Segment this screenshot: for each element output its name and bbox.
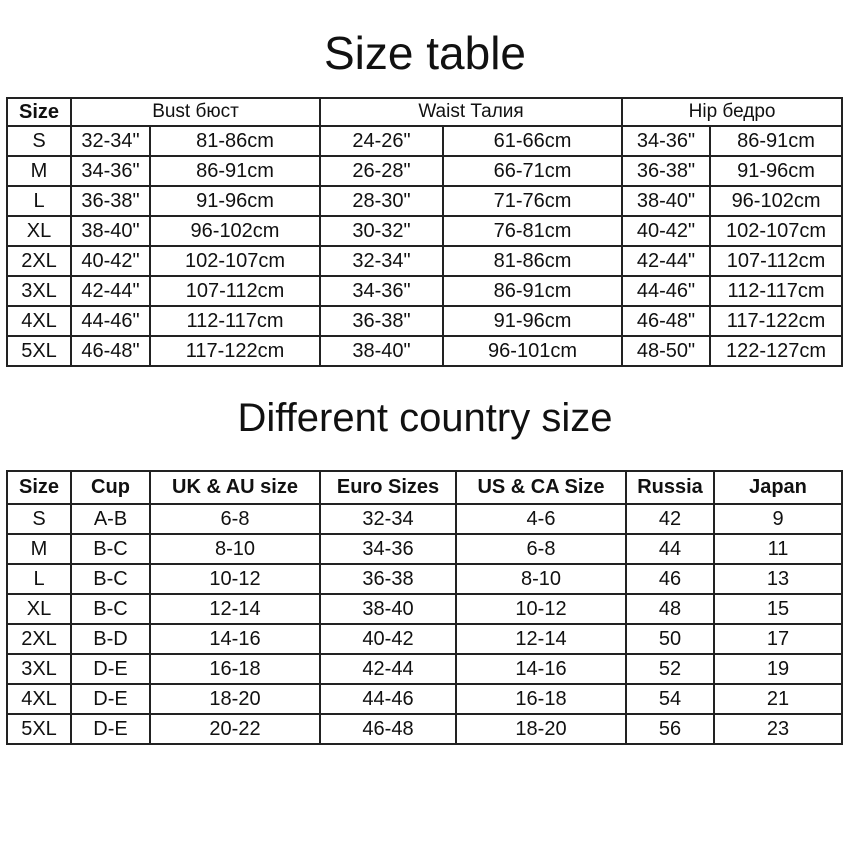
table-cell: B-C bbox=[71, 534, 150, 564]
table-cell: 6-8 bbox=[456, 534, 626, 564]
table-cell: 8-10 bbox=[456, 564, 626, 594]
column-header: Russia bbox=[626, 471, 714, 504]
table-cell: 5XL bbox=[7, 336, 71, 366]
table-cell: 8-10 bbox=[150, 534, 320, 564]
table-cell: 50 bbox=[626, 624, 714, 654]
table-cell: B-C bbox=[71, 594, 150, 624]
table-cell: 81-86cm bbox=[443, 246, 622, 276]
table-cell: 16-18 bbox=[456, 684, 626, 714]
table-cell: 96-102cm bbox=[710, 186, 842, 216]
table-cell: 40-42 bbox=[320, 624, 456, 654]
table-cell: 48 bbox=[626, 594, 714, 624]
table-cell: 34-36" bbox=[622, 126, 710, 156]
table-row bbox=[7, 714, 842, 744]
table-cell: 46-48 bbox=[320, 714, 456, 744]
table-cell: 20-22 bbox=[150, 714, 320, 744]
table-cell: 40-42" bbox=[622, 216, 710, 246]
country-table-header-row bbox=[7, 471, 842, 504]
page-title: Size table bbox=[323, 27, 526, 79]
table-cell: 23 bbox=[714, 714, 842, 744]
table-cell: 54 bbox=[626, 684, 714, 714]
table-cell: 91-96cm bbox=[710, 156, 842, 186]
table-cell: 16-18 bbox=[150, 654, 320, 684]
table-cell: 19 bbox=[714, 654, 842, 684]
hip-header: Hip бедро bbox=[622, 98, 842, 126]
size-table bbox=[6, 97, 843, 367]
table-cell: 34-36" bbox=[71, 156, 150, 186]
waist-header: Waist Талия bbox=[320, 98, 622, 126]
table-cell: 46-48" bbox=[622, 306, 710, 336]
table-row bbox=[7, 684, 842, 714]
table-cell: 3XL bbox=[7, 276, 71, 306]
table-cell: 14-16 bbox=[456, 654, 626, 684]
bust-header: Bust бюст bbox=[71, 98, 320, 126]
table-cell: 4-6 bbox=[456, 504, 626, 534]
table-row bbox=[7, 246, 842, 276]
table-cell: 36-38" bbox=[320, 306, 443, 336]
table-cell: S bbox=[7, 126, 71, 156]
table-cell: 15 bbox=[714, 594, 842, 624]
table-cell: 56 bbox=[626, 714, 714, 744]
table-cell: 86-91cm bbox=[710, 126, 842, 156]
table-row bbox=[7, 216, 842, 246]
table-cell: 40-42" bbox=[71, 246, 150, 276]
table-cell: 38-40" bbox=[320, 336, 443, 366]
country-size-table bbox=[6, 470, 843, 745]
size-header: Size bbox=[7, 98, 71, 126]
table-cell: 4XL bbox=[7, 306, 71, 336]
table-cell: 42-44" bbox=[622, 246, 710, 276]
table-cell: 102-107cm bbox=[710, 216, 842, 246]
table-cell: 11 bbox=[714, 534, 842, 564]
table-cell: 10-12 bbox=[456, 594, 626, 624]
section-title: Different country size bbox=[237, 396, 613, 440]
table-cell: 86-91cm bbox=[150, 156, 320, 186]
table-row bbox=[7, 126, 842, 156]
table-cell: 44-46" bbox=[622, 276, 710, 306]
table-cell: 28-30" bbox=[320, 186, 443, 216]
table-cell: 5XL bbox=[7, 714, 71, 744]
table-cell: 44-46 bbox=[320, 684, 456, 714]
country-table-body bbox=[7, 504, 842, 744]
column-header: Euro Sizes bbox=[320, 471, 456, 504]
table-cell: XL bbox=[7, 594, 71, 624]
table-cell: B-D bbox=[71, 624, 150, 654]
table-cell: 13 bbox=[714, 564, 842, 594]
table-cell: 46-48" bbox=[71, 336, 150, 366]
table-cell: 36-38 bbox=[320, 564, 456, 594]
table-cell: 34-36 bbox=[320, 534, 456, 564]
table-cell: A-B bbox=[71, 504, 150, 534]
table-cell: 122-127cm bbox=[710, 336, 842, 366]
table-cell: 34-36" bbox=[320, 276, 443, 306]
table-cell: 2XL bbox=[7, 624, 71, 654]
table-cell: 38-40 bbox=[320, 594, 456, 624]
table-cell: 102-107cm bbox=[150, 246, 320, 276]
table-cell: 112-117cm bbox=[150, 306, 320, 336]
table-cell: 32-34 bbox=[320, 504, 456, 534]
table-row bbox=[7, 624, 842, 654]
table-cell: 38-40" bbox=[622, 186, 710, 216]
table-cell: D-E bbox=[71, 684, 150, 714]
table-cell: 46 bbox=[626, 564, 714, 594]
table-row bbox=[7, 156, 842, 186]
table-cell: 117-122cm bbox=[710, 306, 842, 336]
table-cell: 42-44 bbox=[320, 654, 456, 684]
table-cell: 48-50" bbox=[622, 336, 710, 366]
table-row bbox=[7, 276, 842, 306]
table-cell: 44-46" bbox=[71, 306, 150, 336]
table-cell: 2XL bbox=[7, 246, 71, 276]
table-cell: 26-28" bbox=[320, 156, 443, 186]
table-cell: 38-40" bbox=[71, 216, 150, 246]
table-cell: 18-20 bbox=[150, 684, 320, 714]
table-cell: S bbox=[7, 504, 71, 534]
table-cell: L bbox=[7, 564, 71, 594]
table-cell: 4XL bbox=[7, 684, 71, 714]
table-cell: 36-38" bbox=[71, 186, 150, 216]
column-header: US & CA Size bbox=[456, 471, 626, 504]
table-cell: 96-101cm bbox=[443, 336, 622, 366]
table-row bbox=[7, 504, 842, 534]
table-row bbox=[7, 186, 842, 216]
column-header: Cup bbox=[71, 471, 150, 504]
table-row bbox=[7, 594, 842, 624]
table-cell: M bbox=[7, 534, 71, 564]
table-cell: 71-76cm bbox=[443, 186, 622, 216]
table-row bbox=[7, 306, 842, 336]
size-table-body bbox=[7, 126, 842, 366]
table-row bbox=[7, 534, 842, 564]
table-cell: 21 bbox=[714, 684, 842, 714]
table-cell: 12-14 bbox=[150, 594, 320, 624]
table-cell: D-E bbox=[71, 714, 150, 744]
table-cell: 44 bbox=[626, 534, 714, 564]
table-cell: 9 bbox=[714, 504, 842, 534]
table-cell: 42-44" bbox=[71, 276, 150, 306]
table-cell: 91-96cm bbox=[443, 306, 622, 336]
table-cell: D-E bbox=[71, 654, 150, 684]
table-row bbox=[7, 654, 842, 684]
table-cell: 76-81cm bbox=[443, 216, 622, 246]
table-cell: 18-20 bbox=[456, 714, 626, 744]
size-table-header-row bbox=[7, 98, 842, 126]
table-cell: 86-91cm bbox=[443, 276, 622, 306]
table-cell: 30-32" bbox=[320, 216, 443, 246]
table-cell: 91-96cm bbox=[150, 186, 320, 216]
table-cell: 81-86cm bbox=[150, 126, 320, 156]
table-cell: 61-66cm bbox=[443, 126, 622, 156]
table-cell: 32-34" bbox=[71, 126, 150, 156]
table-cell: 3XL bbox=[7, 654, 71, 684]
column-header: Japan bbox=[714, 471, 842, 504]
table-cell: 14-16 bbox=[150, 624, 320, 654]
table-cell: 24-26" bbox=[320, 126, 443, 156]
table-cell: M bbox=[7, 156, 71, 186]
table-cell: 36-38" bbox=[622, 156, 710, 186]
table-cell: 112-117cm bbox=[710, 276, 842, 306]
table-cell: 6-8 bbox=[150, 504, 320, 534]
table-cell: L bbox=[7, 186, 71, 216]
table-cell: 17 bbox=[714, 624, 842, 654]
table-cell: 117-122cm bbox=[150, 336, 320, 366]
table-cell: 96-102cm bbox=[150, 216, 320, 246]
table-cell: 107-112cm bbox=[150, 276, 320, 306]
table-cell: 107-112cm bbox=[710, 246, 842, 276]
table-row bbox=[7, 564, 842, 594]
column-header: Size bbox=[7, 471, 71, 504]
table-cell: 12-14 bbox=[456, 624, 626, 654]
table-cell: 32-34" bbox=[320, 246, 443, 276]
table-cell: 42 bbox=[626, 504, 714, 534]
table-cell: 10-12 bbox=[150, 564, 320, 594]
table-cell: 66-71cm bbox=[443, 156, 622, 186]
column-header: UK & AU size bbox=[150, 471, 320, 504]
table-cell: 52 bbox=[626, 654, 714, 684]
table-cell: B-C bbox=[71, 564, 150, 594]
table-row bbox=[7, 336, 842, 366]
table-cell: XL bbox=[7, 216, 71, 246]
